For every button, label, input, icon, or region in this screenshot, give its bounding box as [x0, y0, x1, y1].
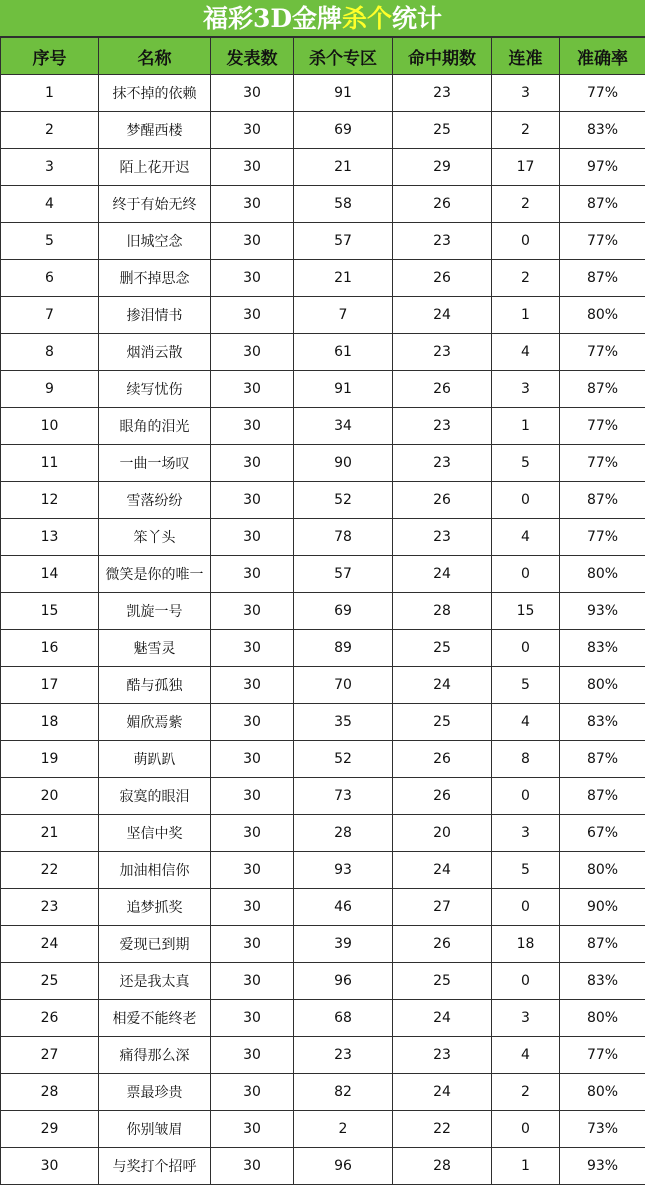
cell-posts: 30: [211, 704, 294, 741]
cell-hits: 27: [393, 889, 492, 926]
cell-streak: 18: [492, 926, 560, 963]
cell-posts: 30: [211, 556, 294, 593]
cell-hits: 22: [393, 1111, 492, 1148]
cell-name: 追梦抓奖: [99, 889, 211, 926]
cell-streak: 0: [492, 223, 560, 260]
table-row: [1, 889, 645, 926]
cell-name: 终于有始无终: [99, 186, 211, 223]
header-posts: 发表数: [211, 38, 294, 75]
title-highlight: 杀个: [342, 4, 392, 33]
cell-accuracy: 73%: [560, 1111, 645, 1148]
cell-kill-zone: 89: [294, 630, 393, 667]
cell-kill-zone: 35: [294, 704, 393, 741]
cell-index: 20: [1, 778, 99, 815]
cell-name: 你别皱眉: [99, 1111, 211, 1148]
cell-hits: 25: [393, 704, 492, 741]
cell-streak: 2: [492, 260, 560, 297]
cell-accuracy: 77%: [560, 334, 645, 371]
cell-streak: 2: [492, 1074, 560, 1111]
cell-posts: 30: [211, 334, 294, 371]
cell-streak: 3: [492, 371, 560, 408]
cell-accuracy: 77%: [560, 75, 645, 112]
cell-streak: 5: [492, 667, 560, 704]
table-row: [1, 630, 645, 667]
cell-posts: 30: [211, 223, 294, 260]
table-row: [1, 1111, 645, 1148]
cell-kill-zone: 39: [294, 926, 393, 963]
cell-streak: 1: [492, 297, 560, 334]
cell-streak: 2: [492, 186, 560, 223]
cell-hits: 29: [393, 149, 492, 186]
cell-kill-zone: 52: [294, 482, 393, 519]
cell-name: 魅雪灵: [99, 630, 211, 667]
cell-posts: 30: [211, 852, 294, 889]
cell-hits: 26: [393, 371, 492, 408]
cell-streak: 5: [492, 852, 560, 889]
cell-posts: 30: [211, 112, 294, 149]
cell-name: 相爱不能终老: [99, 1000, 211, 1037]
cell-streak: 4: [492, 704, 560, 741]
cell-streak: 17: [492, 149, 560, 186]
table-row: [1, 1037, 645, 1074]
cell-index: 2: [1, 112, 99, 149]
table-row: [1, 112, 645, 149]
cell-streak: 4: [492, 519, 560, 556]
cell-posts: 30: [211, 371, 294, 408]
table-row: [1, 1074, 645, 1111]
cell-hits: 20: [393, 815, 492, 852]
cell-streak: 5: [492, 445, 560, 482]
table-row: [1, 778, 645, 815]
cell-hits: 26: [393, 186, 492, 223]
cell-kill-zone: 34: [294, 408, 393, 445]
cell-accuracy: 83%: [560, 704, 645, 741]
cell-streak: 4: [492, 1037, 560, 1074]
cell-posts: 30: [211, 1000, 294, 1037]
cell-name: 眼角的泪光: [99, 408, 211, 445]
cell-accuracy: 77%: [560, 445, 645, 482]
table-row: [1, 519, 645, 556]
cell-index: 24: [1, 926, 99, 963]
cell-accuracy: 77%: [560, 519, 645, 556]
table-row: [1, 149, 645, 186]
cell-hits: 23: [393, 408, 492, 445]
cell-hits: 24: [393, 1000, 492, 1037]
cell-streak: 0: [492, 889, 560, 926]
table-row: [1, 963, 645, 1000]
cell-index: 10: [1, 408, 99, 445]
cell-index: 19: [1, 741, 99, 778]
table-row: [1, 445, 645, 482]
cell-accuracy: 77%: [560, 408, 645, 445]
cell-name: 萌趴趴: [99, 741, 211, 778]
cell-hits: 23: [393, 75, 492, 112]
cell-index: 30: [1, 1148, 99, 1185]
cell-posts: 30: [211, 260, 294, 297]
header-streak: 连准: [492, 38, 560, 75]
cell-kill-zone: 90: [294, 445, 393, 482]
cell-index: 4: [1, 186, 99, 223]
cell-hits: 23: [393, 445, 492, 482]
cell-hits: 28: [393, 1148, 492, 1185]
cell-kill-zone: 73: [294, 778, 393, 815]
cell-index: 25: [1, 963, 99, 1000]
cell-index: 16: [1, 630, 99, 667]
cell-accuracy: 83%: [560, 630, 645, 667]
cell-accuracy: 87%: [560, 926, 645, 963]
cell-accuracy: 87%: [560, 371, 645, 408]
cell-posts: 30: [211, 1111, 294, 1148]
cell-name: 一曲一场叹: [99, 445, 211, 482]
cell-kill-zone: 69: [294, 593, 393, 630]
cell-kill-zone: 61: [294, 334, 393, 371]
cell-index: 22: [1, 852, 99, 889]
cell-name: 微笑是你的唯一: [99, 556, 211, 593]
cell-hits: 26: [393, 926, 492, 963]
cell-hits: 26: [393, 260, 492, 297]
cell-index: 26: [1, 1000, 99, 1037]
table-row: [1, 408, 645, 445]
table-row: [1, 75, 645, 112]
table-row: [1, 482, 645, 519]
cell-posts: 30: [211, 741, 294, 778]
cell-streak: 3: [492, 1000, 560, 1037]
cell-index: 7: [1, 297, 99, 334]
cell-hits: 25: [393, 112, 492, 149]
cell-index: 6: [1, 260, 99, 297]
cell-streak: 3: [492, 815, 560, 852]
cell-index: 17: [1, 667, 99, 704]
cell-name: 票最珍贵: [99, 1074, 211, 1111]
title-prefix: 福彩3D金牌: [203, 4, 342, 33]
cell-kill-zone: 2: [294, 1111, 393, 1148]
cell-posts: 30: [211, 186, 294, 223]
cell-hits: 24: [393, 1074, 492, 1111]
cell-hits: 26: [393, 482, 492, 519]
cell-name: 痛得那么深: [99, 1037, 211, 1074]
table-row: [1, 1148, 645, 1185]
cell-name: 掺泪情书: [99, 297, 211, 334]
cell-name: 寂寞的眼泪: [99, 778, 211, 815]
cell-name: 还是我太真: [99, 963, 211, 1000]
cell-kill-zone: 46: [294, 889, 393, 926]
table-row: [1, 297, 645, 334]
cell-posts: 30: [211, 963, 294, 1000]
cell-accuracy: 80%: [560, 297, 645, 334]
cell-posts: 30: [211, 75, 294, 112]
cell-name: 媚欣焉紫: [99, 704, 211, 741]
title-suffix: 统计: [392, 4, 442, 33]
table-row: [1, 852, 645, 889]
cell-posts: 30: [211, 1037, 294, 1074]
table-row: [1, 741, 645, 778]
cell-hits: 23: [393, 519, 492, 556]
cell-hits: 23: [393, 334, 492, 371]
cell-hits: 23: [393, 223, 492, 260]
cell-kill-zone: 57: [294, 556, 393, 593]
cell-accuracy: 80%: [560, 1000, 645, 1037]
cell-streak: 0: [492, 1111, 560, 1148]
cell-accuracy: 80%: [560, 1074, 645, 1111]
cell-accuracy: 80%: [560, 667, 645, 704]
cell-kill-zone: 91: [294, 371, 393, 408]
cell-hits: 24: [393, 297, 492, 334]
cell-name: 旧城空念: [99, 223, 211, 260]
cell-hits: 25: [393, 963, 492, 1000]
cell-name: 梦醒西楼: [99, 112, 211, 149]
cell-kill-zone: 52: [294, 741, 393, 778]
table-row: [1, 926, 645, 963]
cell-posts: 30: [211, 815, 294, 852]
cell-kill-zone: 69: [294, 112, 393, 149]
header-index: 序号: [1, 38, 99, 75]
cell-accuracy: 87%: [560, 482, 645, 519]
cell-hits: 25: [393, 630, 492, 667]
cell-index: 9: [1, 371, 99, 408]
cell-name: 凯旋一号: [99, 593, 211, 630]
table-row: [1, 334, 645, 371]
cell-accuracy: 77%: [560, 223, 645, 260]
cell-index: 21: [1, 815, 99, 852]
cell-posts: 30: [211, 889, 294, 926]
cell-index: 11: [1, 445, 99, 482]
cell-index: 13: [1, 519, 99, 556]
cell-index: 29: [1, 1111, 99, 1148]
cell-posts: 30: [211, 519, 294, 556]
cell-accuracy: 83%: [560, 112, 645, 149]
cell-hits: 24: [393, 556, 492, 593]
cell-index: 8: [1, 334, 99, 371]
cell-index: 14: [1, 556, 99, 593]
cell-kill-zone: 21: [294, 260, 393, 297]
cell-hits: 26: [393, 741, 492, 778]
cell-kill-zone: 96: [294, 963, 393, 1000]
header-name: 名称: [99, 38, 211, 75]
cell-name: 笨丫头: [99, 519, 211, 556]
cell-accuracy: 80%: [560, 852, 645, 889]
table-row: [1, 186, 645, 223]
cell-kill-zone: 93: [294, 852, 393, 889]
cell-accuracy: 87%: [560, 778, 645, 815]
header-kill-zone: 杀个专区: [294, 38, 393, 75]
cell-posts: 30: [211, 926, 294, 963]
table-row: [1, 593, 645, 630]
cell-posts: 30: [211, 482, 294, 519]
cell-streak: 0: [492, 778, 560, 815]
cell-kill-zone: 21: [294, 149, 393, 186]
cell-accuracy: 67%: [560, 815, 645, 852]
table-row: [1, 371, 645, 408]
cell-posts: 30: [211, 667, 294, 704]
cell-accuracy: 90%: [560, 889, 645, 926]
cell-streak: 2: [492, 112, 560, 149]
cell-accuracy: 77%: [560, 1037, 645, 1074]
cell-streak: 0: [492, 556, 560, 593]
cell-kill-zone: 82: [294, 1074, 393, 1111]
cell-kill-zone: 70: [294, 667, 393, 704]
cell-name: 爱现已到期: [99, 926, 211, 963]
cell-streak: 0: [492, 963, 560, 1000]
cell-posts: 30: [211, 778, 294, 815]
cell-accuracy: 97%: [560, 149, 645, 186]
cell-name: 删不掉思念: [99, 260, 211, 297]
cell-name: 与奖打个招呼: [99, 1148, 211, 1185]
cell-index: 12: [1, 482, 99, 519]
cell-name: 坚信中奖: [99, 815, 211, 852]
cell-accuracy: 80%: [560, 556, 645, 593]
cell-streak: 0: [492, 630, 560, 667]
cell-index: 23: [1, 889, 99, 926]
cell-streak: 1: [492, 1148, 560, 1185]
table-row: [1, 223, 645, 260]
cell-streak: 1: [492, 408, 560, 445]
cell-hits: 24: [393, 667, 492, 704]
cell-kill-zone: 96: [294, 1148, 393, 1185]
cell-posts: 30: [211, 593, 294, 630]
cell-streak: 3: [492, 75, 560, 112]
table-row: [1, 815, 645, 852]
cell-name: 抹不掉的依赖: [99, 75, 211, 112]
table-row: [1, 260, 645, 297]
cell-index: 18: [1, 704, 99, 741]
cell-hits: 28: [393, 593, 492, 630]
cell-index: 28: [1, 1074, 99, 1111]
stats-table: [0, 37, 645, 1185]
cell-posts: 30: [211, 630, 294, 667]
table-row: [1, 704, 645, 741]
cell-kill-zone: 23: [294, 1037, 393, 1074]
cell-kill-zone: 58: [294, 186, 393, 223]
cell-streak: 4: [492, 334, 560, 371]
cell-accuracy: 83%: [560, 963, 645, 1000]
cell-posts: 30: [211, 297, 294, 334]
cell-accuracy: 87%: [560, 186, 645, 223]
cell-name: 酷与孤独: [99, 667, 211, 704]
cell-kill-zone: 78: [294, 519, 393, 556]
cell-index: 5: [1, 223, 99, 260]
cell-streak: 15: [492, 593, 560, 630]
header-row: [1, 38, 645, 75]
table-row: [1, 556, 645, 593]
cell-accuracy: 87%: [560, 260, 645, 297]
cell-kill-zone: 7: [294, 297, 393, 334]
table-row: [1, 1000, 645, 1037]
cell-posts: 30: [211, 445, 294, 482]
cell-kill-zone: 68: [294, 1000, 393, 1037]
cell-posts: 30: [211, 1148, 294, 1185]
cell-index: 15: [1, 593, 99, 630]
cell-kill-zone: 91: [294, 75, 393, 112]
cell-name: 陌上花开迟: [99, 149, 211, 186]
header-accuracy: 准确率: [560, 38, 645, 75]
table-row: [1, 667, 645, 704]
cell-hits: 23: [393, 1037, 492, 1074]
cell-index: 27: [1, 1037, 99, 1074]
cell-kill-zone: 57: [294, 223, 393, 260]
table-title: [0, 0, 645, 37]
cell-index: 1: [1, 75, 99, 112]
cell-name: 雪落纷纷: [99, 482, 211, 519]
cell-posts: 30: [211, 408, 294, 445]
cell-index: 3: [1, 149, 99, 186]
cell-streak: 0: [492, 482, 560, 519]
cell-accuracy: 87%: [560, 741, 645, 778]
cell-posts: 30: [211, 149, 294, 186]
cell-accuracy: 93%: [560, 1148, 645, 1185]
cell-name: 续写忧伤: [99, 371, 211, 408]
cell-streak: 8: [492, 741, 560, 778]
cell-hits: 24: [393, 852, 492, 889]
cell-name: 烟消云散: [99, 334, 211, 371]
cell-accuracy: 93%: [560, 593, 645, 630]
cell-posts: 30: [211, 1074, 294, 1111]
header-hits: 命中期数: [393, 38, 492, 75]
cell-hits: 26: [393, 778, 492, 815]
cell-name: 加油相信你: [99, 852, 211, 889]
cell-kill-zone: 28: [294, 815, 393, 852]
